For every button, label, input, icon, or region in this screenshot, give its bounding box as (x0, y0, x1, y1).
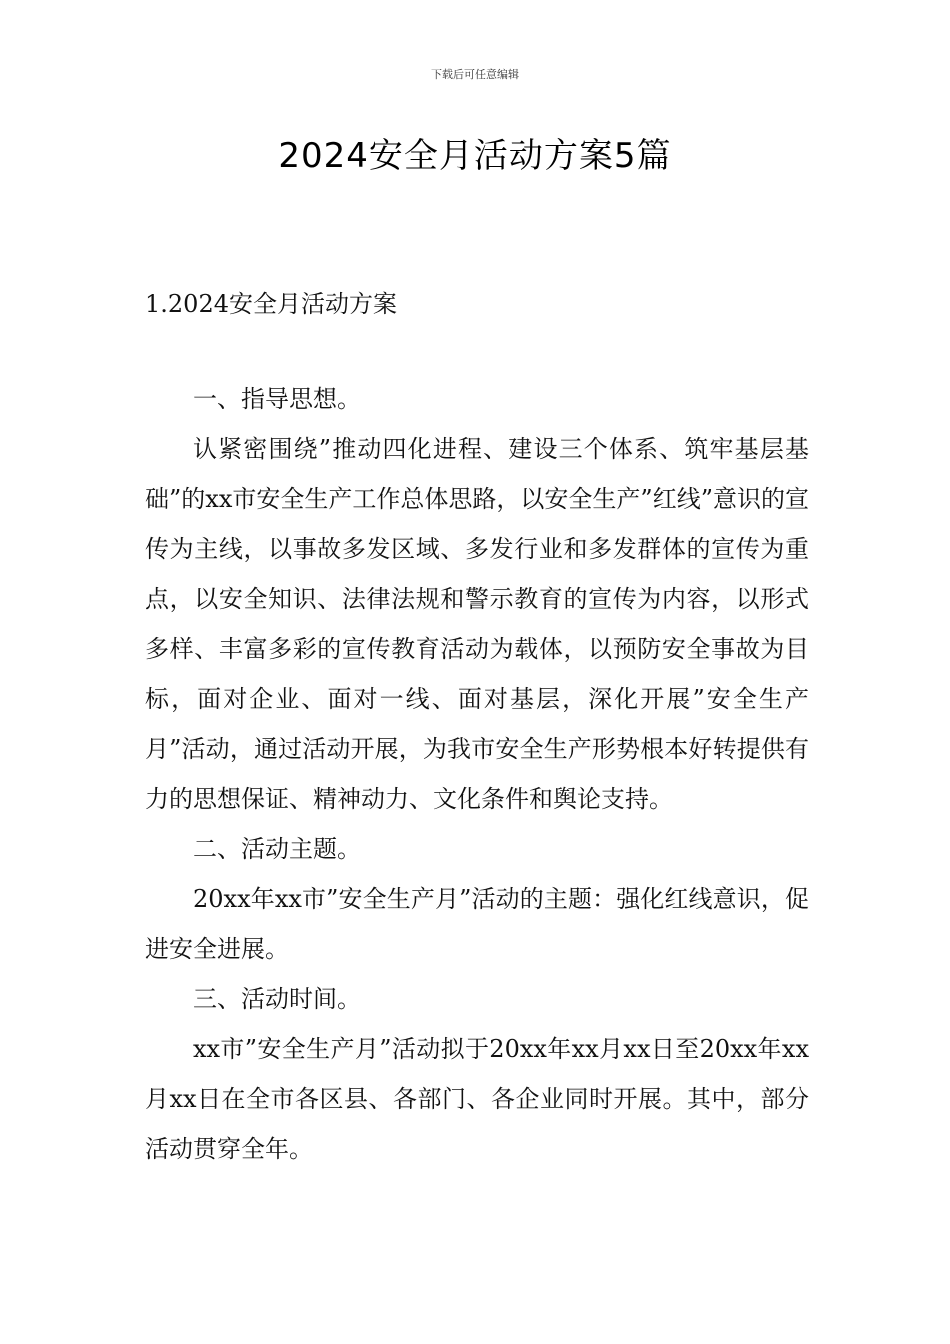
paragraph-activity-time: xx市”安全生产月”活动拟于20xx年xx月xx日至20xx年xx月xx日在全市各区县、各部门、各企业同时开展。其中，部分活动贯穿全年。 (145, 1035, 809, 1163)
header-note: 下载后可任意编辑 (431, 68, 519, 81)
paragraph-heading-2: 二、活动主题。 (193, 835, 361, 863)
paragraph-heading-3: 三、活动时间。 (193, 985, 361, 1013)
document-title: 2024安全月活动方案5篇 (278, 136, 672, 176)
section-title: 1.2024安全月活动方案 (145, 290, 397, 318)
paragraph-activity-theme: 20xx年xx市”安全生产月”活动的主题：强化红线意识，促进安全进展。 (145, 885, 809, 963)
paragraph-heading-1: 一、指导思想。 (193, 385, 361, 413)
document-body (145, 374, 809, 1174)
paragraph-guiding-ideology: 认紧密围绕”推动四化进程、建设三个体系、筑牢基层基础”的xx市安全生产工作总体思路，以安全生产”红线”意识的宣传为主线，以事故多发区域、多发行业和多发群体的宣传为重点，以安全知识、法律法规和警示教育的宣传为内容，以形式多样、丰富多彩的宣传教育活动为载体，以预防安全事故为目标，面对企业、面对一线、面对基层，深化开展”安全生产月”活动，通过活动开展，为我市安全生产形势根本好转提供有力的思想保证、精神动力、文化条件和舆论支持。 (145, 435, 809, 813)
